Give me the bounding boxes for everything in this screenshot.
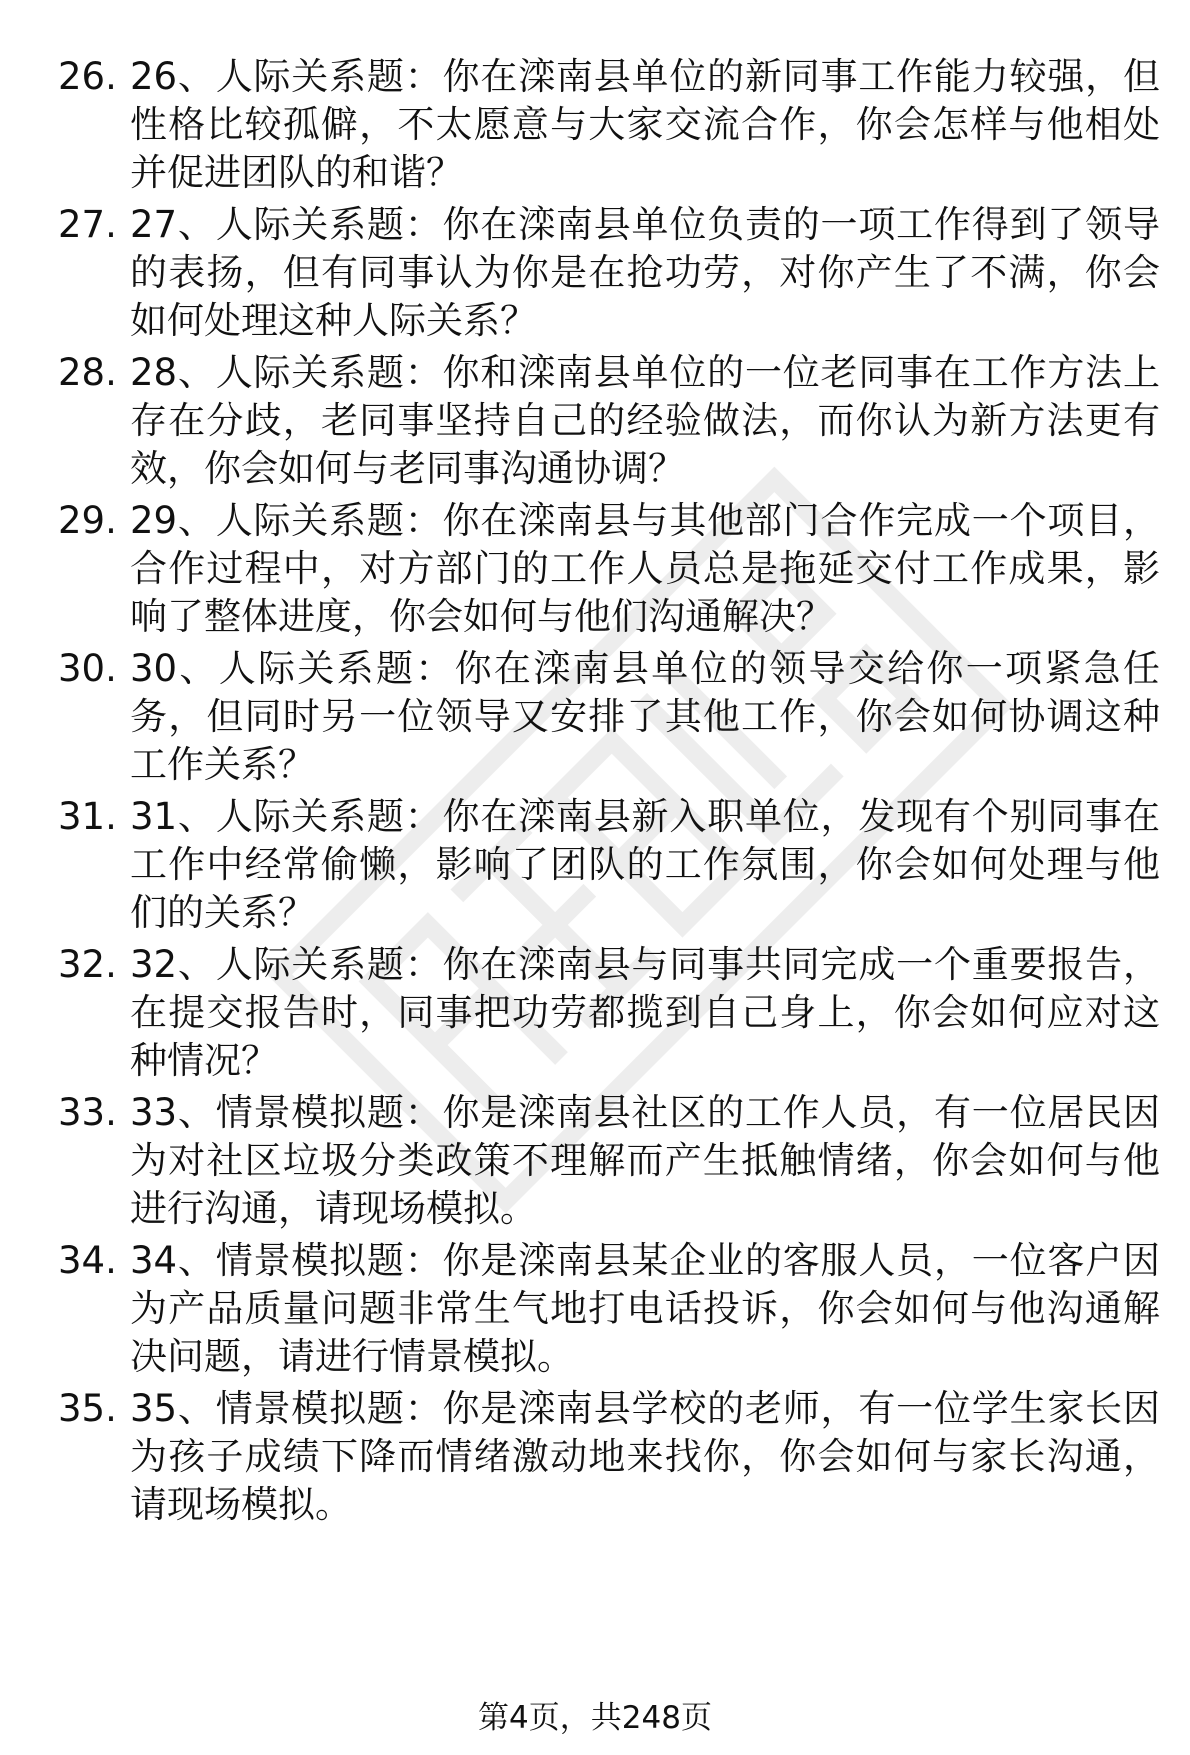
question-text: 34、情景模拟题：你是滦南县某企业的客服人员，一位客户因为产品质量问题非常生气地打电话投诉，你会如何与他沟通解决问题，请进行情景模拟。 xyxy=(130,1239,1160,1378)
question-number: 32. xyxy=(58,943,117,986)
page-number-footer: 第4页，共248页 xyxy=(478,1700,712,1736)
question-number: 30. xyxy=(58,647,117,690)
question-text: 28、人际关系题：你和滦南县单位的一位老同事在工作方法上存在分歧，老同事坚持自己的经验做法，而你认为新方法更有效，你会如何与老同事沟通协调？ xyxy=(130,351,1160,490)
question-number: 35. xyxy=(58,1387,117,1430)
question-text: 26、人际关系题：你在滦南县单位的新同事工作能力较强，但性格比较孤僻，不太愿意与大家交流合作，你会怎样与他相处并促进团队的和谐？ xyxy=(130,55,1160,194)
question-number: 27. xyxy=(58,203,117,246)
question-text: 29、人际关系题：你在滦南县与其他部门合作完成一个项目，合作过程中，对方部门的工作人员总是拖延交付工作成果，影响了整体进度，你会如何与他们沟通解决？ xyxy=(130,499,1160,638)
question-number: 29. xyxy=(58,499,117,542)
question-text: 35、情景模拟题：你是滦南县学校的老师，有一位学生家长因为孩子成绩下降而情绪激动地来找你，你会如何与家长沟通，请现场模拟。 xyxy=(130,1387,1160,1526)
question-text: 31、人际关系题：你在滦南县新入职单位，发现有个别同事在工作中经常偷懒，影响了团队的工作氛围，你会如何处理与他们的关系？ xyxy=(130,795,1160,934)
question-text: 30、人际关系题：你在滦南县单位的领导交给你一项紧急任务，但同时另一位领导又安排了其他工作，你会如何协调这种工作关系？ xyxy=(130,647,1160,786)
question-number: 28. xyxy=(58,351,117,394)
question-text: 32、人际关系题：你在滦南县与同事共同完成一个重要报告，在提交报告时，同事把功劳都揽到自己身上，你会如何应对这种情况？ xyxy=(130,943,1160,1082)
question-text: 33、情景模拟题：你是滦南县社区的工作人员，有一位居民因为对社区垃圾分类政策不理解而产生抵触情绪，你会如何与他进行沟通，请现场模拟。 xyxy=(130,1091,1160,1230)
question-number: 31. xyxy=(58,795,117,838)
question-number: 34. xyxy=(58,1239,117,1282)
question-text: 27、人际关系题：你在滦南县单位负责的一项工作得到了领导的表扬，但有同事认为你是在抢功劳，对你产生了不满，你会如何处理这种人际关系？ xyxy=(130,203,1160,342)
question-number: 33. xyxy=(58,1091,117,1134)
question-number: 26. xyxy=(58,55,117,98)
